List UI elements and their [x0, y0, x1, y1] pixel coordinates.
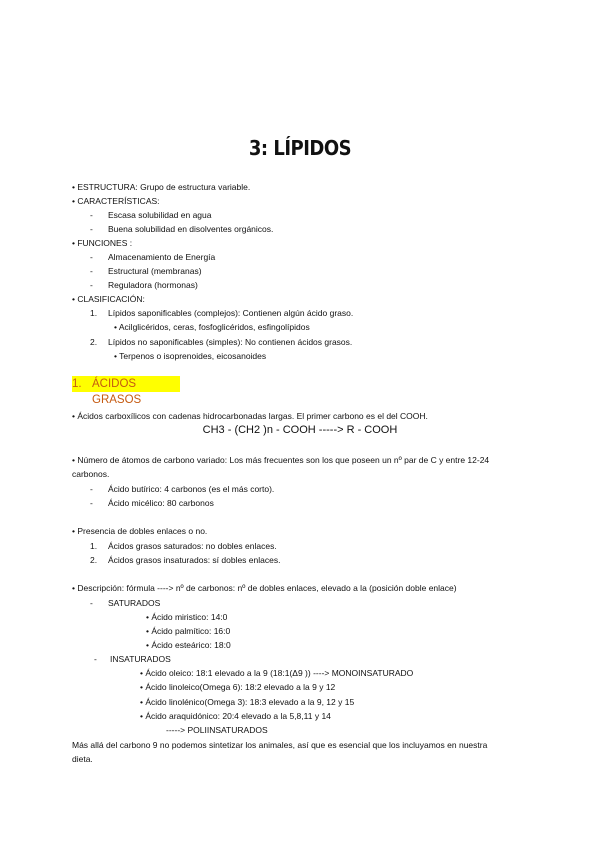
- insaturado-item: • Ácido linoleico(Omega 6): 18:2 elevado a la 9 y 12: [140, 682, 336, 692]
- carbonos-paragraph: • Número de átomos de carbono variado: Los más frecuentes son los que poseen un nº par de C y entre 12-24: [72, 455, 490, 465]
- section-label: ÁCIDOS GRASOS: [92, 378, 142, 406]
- dobles-enlaces-item: Ácidos grasos insaturados: sí dobles enlaces.: [108, 555, 281, 565]
- final-paragraph-cont: dieta.: [72, 754, 93, 764]
- dash-marker: -: [90, 598, 93, 608]
- caracteristicas-heading: • CARACTERÍSTICAS:: [72, 196, 160, 206]
- dash-marker: -: [90, 280, 93, 290]
- clasificacion-heading: • CLASIFICACIÓN:: [72, 294, 145, 304]
- dash-marker: -: [94, 654, 97, 664]
- dash-marker: -: [90, 224, 93, 234]
- list-number: 1.: [90, 308, 98, 318]
- clasificacion-subitem: • Acilglicéridos, ceras, fosfoglicéridos, esfingolípidos: [114, 322, 310, 332]
- dash-marker: -: [90, 266, 93, 276]
- dash-marker: -: [90, 252, 93, 262]
- list-number: 2.: [90, 337, 98, 347]
- caracteristica-item: Escasa solubilidad en agua: [108, 210, 212, 220]
- acidos-definition: • Ácidos carboxílicos con cadenas hidrocarbonadas largas. El primer carbono es el del COOH.: [72, 411, 428, 421]
- saturados-label: SATURADOS: [108, 598, 161, 608]
- list-number: 2.: [90, 555, 98, 565]
- funciones-heading: • FUNCIONES :: [72, 238, 133, 248]
- clasificacion-item: Lípidos saponificables (complejos): Contienen algún ácido graso.: [108, 308, 354, 318]
- section-number: 1.: [72, 378, 82, 390]
- dash-marker: -: [90, 498, 93, 508]
- clasificacion-subitem: • Terpenos o isoprenoides, eicosanoides: [114, 351, 267, 361]
- insaturados-label: INSATURADOS: [110, 654, 171, 664]
- insaturado-item: • Ácido araquidónico: 20:4 elevado a la 5,8,11 y 14: [140, 711, 331, 721]
- carbonos-item: Ácido micélico: 80 carbonos: [108, 498, 214, 508]
- estructura-line: • ESTRUCTURA: Grupo de estructura variable.: [72, 182, 251, 192]
- funcion-item: Estructural (membranas): [108, 266, 202, 276]
- saturado-item: • Ácido esteárico: 18:0: [146, 640, 231, 650]
- dobles-enlaces-paragraph: • Presencia de dobles enlaces o no.: [72, 526, 208, 536]
- page-title: 3: LÍPIDOS: [248, 136, 352, 160]
- caracteristica-item: Buena solubilidad en disolventes orgánicos.: [108, 224, 274, 234]
- carbonos-item: Ácido butírico: 4 carbonos (es el más corto).: [108, 484, 275, 494]
- insaturado-item: • Ácido linolénico(Omega 3): 18:3 elevado a la 9, 12 y 15: [140, 697, 355, 707]
- poliinsaturados-label: -----> POLIINSATURADOS: [166, 725, 268, 735]
- clasificacion-item: Lípidos no saponificables (simples): No contienen ácidos grasos.: [108, 337, 353, 347]
- final-paragraph: Más allá del carbono 9 no podemos sintetizar los animales, así que es esencial que los incluyamos en nuestra: [72, 740, 488, 750]
- dash-marker: -: [90, 484, 93, 494]
- funcion-item: Almacenamiento de Energía: [108, 252, 216, 262]
- dash-marker: -: [90, 210, 93, 220]
- insaturado-item: • Ácido oleico: 18:1 elevado a la 9 (18:1(Δ9 )) ----> MONOINSATURADO: [140, 668, 414, 678]
- saturado-item: • Ácido palmítico: 16:0: [146, 626, 231, 636]
- carbonos-paragraph-cont: carbonos.: [72, 469, 110, 479]
- descripcion-paragraph: • Descripción: fórmula ----> nº de carbonos: nº de dobles enlaces, elevado a la (posición doble enlace): [72, 583, 457, 593]
- saturado-item: • Ácido miristico: 14:0: [146, 612, 228, 622]
- funcion-item: Reguladora (hormonas): [108, 280, 198, 290]
- dobles-enlaces-item: Ácidos grasos saturados: no dobles enlaces.: [108, 541, 277, 551]
- list-number: 1.: [90, 541, 98, 551]
- formula-line: CH3 - (CH2 )n - COOH -----> R - COOH: [202, 424, 398, 436]
- section-heading-acidos-grasos: [72, 376, 180, 406]
